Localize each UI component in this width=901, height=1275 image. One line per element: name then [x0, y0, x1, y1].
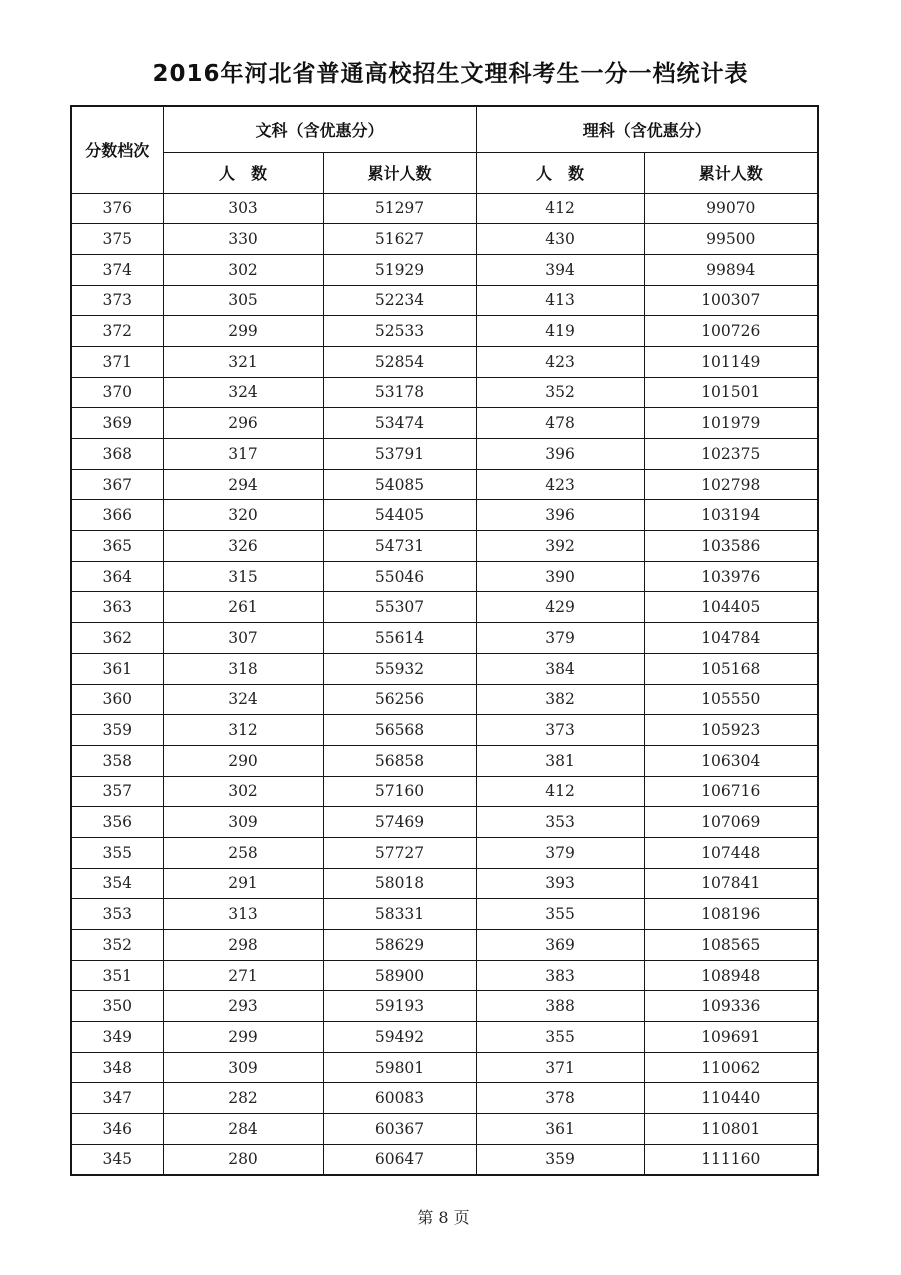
score-distribution-table [70, 105, 819, 1176]
table-row [71, 561, 818, 592]
wen-cumulative-cell: 55614 [323, 623, 476, 654]
wen-count-cell: 296 [163, 408, 323, 439]
wen-count-cell: 324 [163, 377, 323, 408]
score-cell: 351 [71, 960, 163, 991]
wen-cumulative-cell: 55932 [323, 653, 476, 684]
page-number: 第 8 页 [417, 1208, 470, 1227]
li-count-cell: 381 [476, 745, 644, 776]
table-row [71, 1052, 818, 1083]
li-cumulative-cell: 99500 [644, 224, 818, 255]
score-cell: 362 [71, 623, 163, 654]
wen-cumulative-cell: 52234 [323, 285, 476, 316]
wen-cumulative-cell: 54405 [323, 500, 476, 531]
li-count-cell: 353 [476, 807, 644, 838]
li-count-cell: 355 [476, 1022, 644, 1053]
wen-count-cell: 293 [163, 991, 323, 1022]
li-cumulative-cell: 110062 [644, 1052, 818, 1083]
score-cell: 355 [71, 837, 163, 868]
score-cell: 346 [71, 1114, 163, 1145]
wen-count-cell: 305 [163, 285, 323, 316]
table-row [71, 408, 818, 439]
wen-cumulative-cell: 51929 [323, 254, 476, 285]
li-count-cell: 379 [476, 623, 644, 654]
table-row [71, 469, 818, 500]
li-cumulative-cell: 106716 [644, 776, 818, 807]
score-cell: 369 [71, 408, 163, 439]
li-count-cell: 394 [476, 254, 644, 285]
table-row [71, 807, 818, 838]
li-count-cell: 392 [476, 531, 644, 562]
wen-count-cell: 302 [163, 776, 323, 807]
wen-cumulative-cell: 55307 [323, 592, 476, 623]
table-row [71, 1083, 818, 1114]
score-cell: 367 [71, 469, 163, 500]
li-cumulative-cell: 105923 [644, 715, 818, 746]
wen-count-cell: 299 [163, 1022, 323, 1053]
header-li-count: 人 数 [476, 152, 644, 193]
wen-cumulative-cell: 56568 [323, 715, 476, 746]
wen-cumulative-cell: 53474 [323, 408, 476, 439]
score-cell: 373 [71, 285, 163, 316]
score-cell: 349 [71, 1022, 163, 1053]
li-count-cell: 355 [476, 899, 644, 930]
table-row [71, 500, 818, 531]
li-count-cell: 413 [476, 285, 644, 316]
li-count-cell: 423 [476, 346, 644, 377]
header-liberal-arts-group: 文科（含优惠分） [163, 106, 476, 152]
score-cell: 347 [71, 1083, 163, 1114]
li-count-cell: 419 [476, 316, 644, 347]
score-cell: 366 [71, 500, 163, 531]
li-cumulative-cell: 108565 [644, 930, 818, 961]
li-cumulative-cell: 99894 [644, 254, 818, 285]
wen-cumulative-cell: 59801 [323, 1052, 476, 1083]
table-row [71, 346, 818, 377]
wen-cumulative-cell: 57469 [323, 807, 476, 838]
li-cumulative-cell: 108196 [644, 899, 818, 930]
wen-cumulative-cell: 57727 [323, 837, 476, 868]
wen-count-cell: 315 [163, 561, 323, 592]
score-cell: 375 [71, 224, 163, 255]
score-cell: 354 [71, 868, 163, 899]
table-row [71, 745, 818, 776]
table-row [71, 1114, 818, 1145]
li-count-cell: 383 [476, 960, 644, 991]
li-count-cell: 478 [476, 408, 644, 439]
wen-cumulative-cell: 60083 [323, 1083, 476, 1114]
score-cell: 376 [71, 193, 163, 224]
li-count-cell: 393 [476, 868, 644, 899]
table-row [71, 776, 818, 807]
table-row [71, 193, 818, 224]
wen-cumulative-cell: 54731 [323, 531, 476, 562]
table-row [71, 837, 818, 868]
table-row [71, 316, 818, 347]
wen-count-cell: 320 [163, 500, 323, 531]
table-row [71, 960, 818, 991]
score-cell: 345 [71, 1144, 163, 1175]
score-cell: 352 [71, 930, 163, 961]
wen-count-cell: 303 [163, 193, 323, 224]
li-cumulative-cell: 107841 [644, 868, 818, 899]
score-cell: 357 [71, 776, 163, 807]
score-cell: 372 [71, 316, 163, 347]
li-count-cell: 378 [476, 1083, 644, 1114]
table-row [71, 224, 818, 255]
score-cell: 360 [71, 684, 163, 715]
wen-count-cell: 307 [163, 623, 323, 654]
score-cell: 364 [71, 561, 163, 592]
table-row [71, 439, 818, 470]
li-count-cell: 369 [476, 930, 644, 961]
li-count-cell: 379 [476, 837, 644, 868]
li-cumulative-cell: 105168 [644, 653, 818, 684]
score-cell: 358 [71, 745, 163, 776]
table-row [71, 254, 818, 285]
li-count-cell: 423 [476, 469, 644, 500]
wen-cumulative-cell: 52854 [323, 346, 476, 377]
li-count-cell: 396 [476, 439, 644, 470]
li-cumulative-cell: 101979 [644, 408, 818, 439]
li-cumulative-cell: 100307 [644, 285, 818, 316]
table-row [71, 592, 818, 623]
table-row [71, 377, 818, 408]
li-count-cell: 352 [476, 377, 644, 408]
score-cell: 368 [71, 439, 163, 470]
li-cumulative-cell: 110801 [644, 1114, 818, 1145]
li-cumulative-cell: 102798 [644, 469, 818, 500]
wen-count-cell: 324 [163, 684, 323, 715]
li-cumulative-cell: 106304 [644, 745, 818, 776]
score-cell: 374 [71, 254, 163, 285]
wen-cumulative-cell: 52533 [323, 316, 476, 347]
wen-count-cell: 326 [163, 531, 323, 562]
wen-count-cell: 313 [163, 899, 323, 930]
table-row [71, 1144, 818, 1175]
table-row [71, 285, 818, 316]
li-cumulative-cell: 111160 [644, 1144, 818, 1175]
table-header [71, 106, 818, 193]
wen-cumulative-cell: 58629 [323, 930, 476, 961]
li-count-cell: 361 [476, 1114, 644, 1145]
li-count-cell: 390 [476, 561, 644, 592]
header-li-cumulative: 累计人数 [644, 152, 818, 193]
wen-cumulative-cell: 58018 [323, 868, 476, 899]
table-row [71, 653, 818, 684]
score-cell: 348 [71, 1052, 163, 1083]
score-cell: 365 [71, 531, 163, 562]
wen-count-cell: 298 [163, 930, 323, 961]
li-count-cell: 373 [476, 715, 644, 746]
li-cumulative-cell: 99070 [644, 193, 818, 224]
wen-count-cell: 299 [163, 316, 323, 347]
wen-cumulative-cell: 56858 [323, 745, 476, 776]
li-cumulative-cell: 103976 [644, 561, 818, 592]
wen-count-cell: 271 [163, 960, 323, 991]
wen-cumulative-cell: 56256 [323, 684, 476, 715]
li-count-cell: 412 [476, 193, 644, 224]
wen-count-cell: 321 [163, 346, 323, 377]
table-row [71, 531, 818, 562]
wen-count-cell: 282 [163, 1083, 323, 1114]
page-title: 2016年河北省普通高校招生文理科考生一分一档统计表 [152, 61, 749, 87]
wen-cumulative-cell: 57160 [323, 776, 476, 807]
li-cumulative-cell: 103586 [644, 531, 818, 562]
wen-count-cell: 294 [163, 469, 323, 500]
li-cumulative-cell: 105550 [644, 684, 818, 715]
wen-count-cell: 318 [163, 653, 323, 684]
score-cell: 359 [71, 715, 163, 746]
li-count-cell: 412 [476, 776, 644, 807]
score-cell: 350 [71, 991, 163, 1022]
table-row [71, 991, 818, 1022]
wen-cumulative-cell: 59193 [323, 991, 476, 1022]
score-cell: 353 [71, 899, 163, 930]
li-count-cell: 429 [476, 592, 644, 623]
li-count-cell: 384 [476, 653, 644, 684]
li-cumulative-cell: 102375 [644, 439, 818, 470]
wen-cumulative-cell: 58331 [323, 899, 476, 930]
wen-count-cell: 309 [163, 1052, 323, 1083]
li-cumulative-cell: 101501 [644, 377, 818, 408]
wen-count-cell: 258 [163, 837, 323, 868]
table-row [71, 899, 818, 930]
header-group-row [71, 106, 818, 152]
table-row [71, 930, 818, 961]
li-cumulative-cell: 103194 [644, 500, 818, 531]
wen-count-cell: 302 [163, 254, 323, 285]
wen-count-cell: 291 [163, 868, 323, 899]
header-wen-count: 人 数 [163, 152, 323, 193]
li-count-cell: 359 [476, 1144, 644, 1175]
wen-cumulative-cell: 58900 [323, 960, 476, 991]
li-count-cell: 382 [476, 684, 644, 715]
wen-count-cell: 312 [163, 715, 323, 746]
table-row [71, 868, 818, 899]
li-cumulative-cell: 104784 [644, 623, 818, 654]
score-cell: 370 [71, 377, 163, 408]
wen-cumulative-cell: 51297 [323, 193, 476, 224]
li-count-cell: 430 [476, 224, 644, 255]
header-score-level: 分数档次 [71, 106, 163, 193]
li-cumulative-cell: 100726 [644, 316, 818, 347]
li-cumulative-cell: 107448 [644, 837, 818, 868]
table-row [71, 684, 818, 715]
score-cell: 363 [71, 592, 163, 623]
li-cumulative-cell: 108948 [644, 960, 818, 991]
li-count-cell: 396 [476, 500, 644, 531]
header-sub-row [71, 152, 818, 193]
wen-count-cell: 280 [163, 1144, 323, 1175]
wen-cumulative-cell: 53178 [323, 377, 476, 408]
li-count-cell: 388 [476, 991, 644, 1022]
wen-count-cell: 309 [163, 807, 323, 838]
wen-count-cell: 330 [163, 224, 323, 255]
score-cell: 371 [71, 346, 163, 377]
wen-count-cell: 317 [163, 439, 323, 470]
li-cumulative-cell: 109691 [644, 1022, 818, 1053]
wen-cumulative-cell: 55046 [323, 561, 476, 592]
li-cumulative-cell: 109336 [644, 991, 818, 1022]
score-cell: 361 [71, 653, 163, 684]
wen-cumulative-cell: 60367 [323, 1114, 476, 1145]
wen-cumulative-cell: 54085 [323, 469, 476, 500]
wen-cumulative-cell: 59492 [323, 1022, 476, 1053]
table-row [71, 1022, 818, 1053]
li-cumulative-cell: 101149 [644, 346, 818, 377]
li-count-cell: 371 [476, 1052, 644, 1083]
wen-count-cell: 261 [163, 592, 323, 623]
header-wen-cumulative: 累计人数 [323, 152, 476, 193]
li-cumulative-cell: 110440 [644, 1083, 818, 1114]
score-cell: 356 [71, 807, 163, 838]
wen-count-cell: 290 [163, 745, 323, 776]
wen-cumulative-cell: 51627 [323, 224, 476, 255]
table-body [71, 193, 818, 1175]
wen-count-cell: 284 [163, 1114, 323, 1145]
table-row [71, 623, 818, 654]
wen-cumulative-cell: 53791 [323, 439, 476, 470]
table-row [71, 715, 818, 746]
header-science-group: 理科（含优惠分） [476, 106, 818, 152]
li-cumulative-cell: 104405 [644, 592, 818, 623]
li-cumulative-cell: 107069 [644, 807, 818, 838]
wen-cumulative-cell: 60647 [323, 1144, 476, 1175]
